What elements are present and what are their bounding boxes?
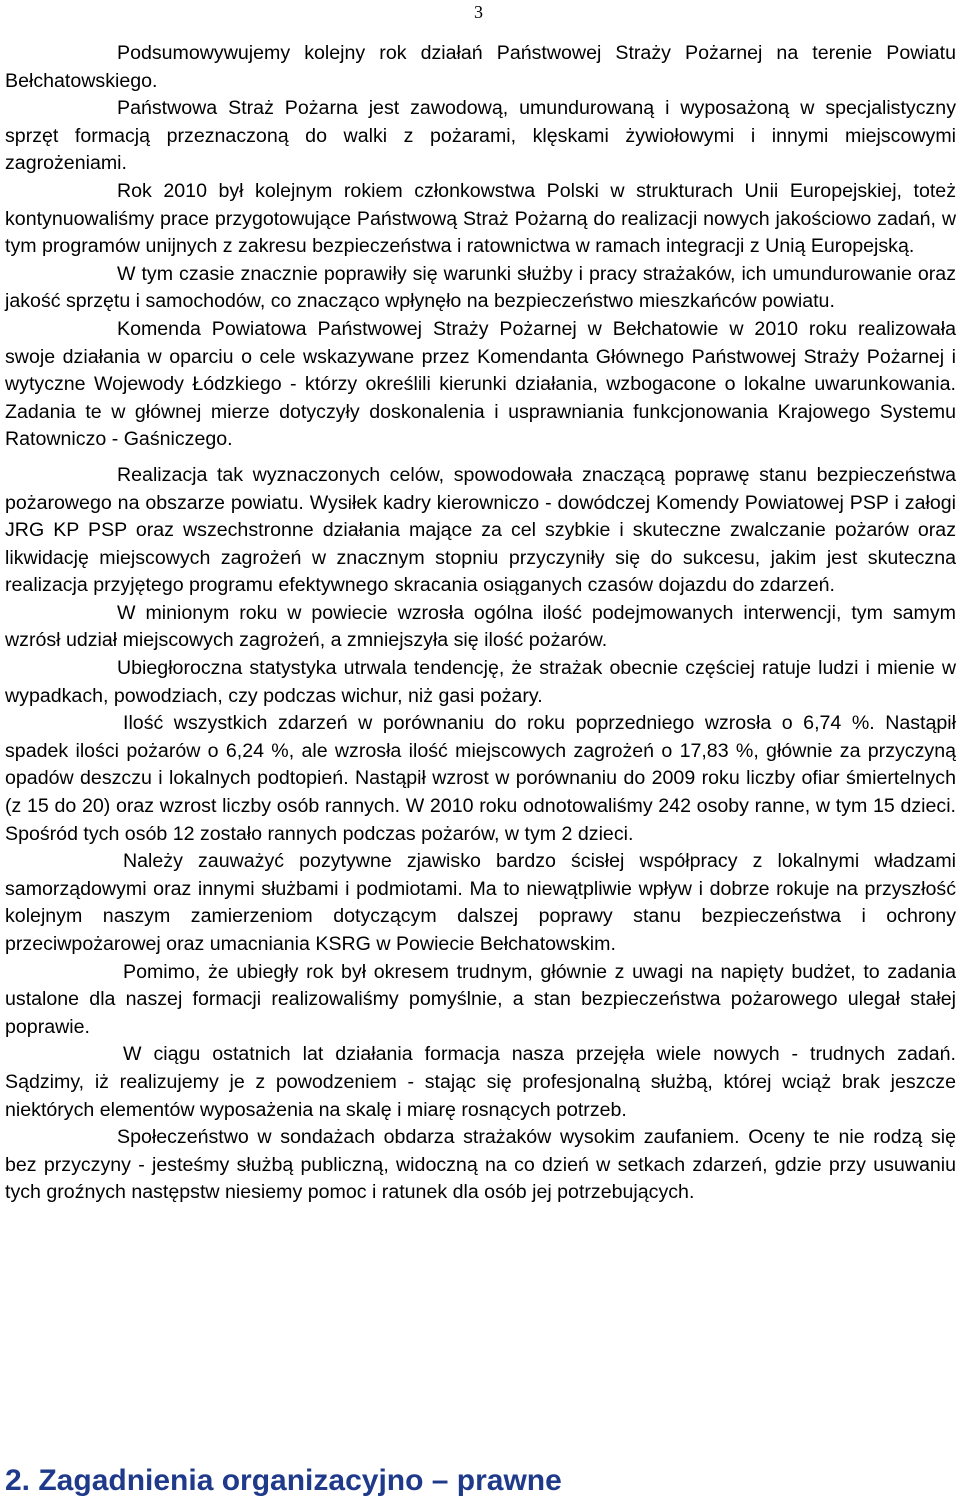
page-number: 3 (474, 2, 483, 22)
paragraph-service-conditions: W tym czasie znacznie poprawiły się warunki służby i pracy strażaków, ich umundurowanie oraz jakość sprzętu i samochodów, co znacząco wpłynęło na bezpieczeństwo mieszkańców powiatu. (5, 262, 956, 313)
paragraph-incident-statistics: Ilość wszystkich zdarzeń w porównaniu do roku poprzedniego wzrosła o 6,74 %. Nastąpił spadek ilości pożarów o 6,24 %, ale wzrosła ilość miejscowych zagrożeń o 17,83 %, głównie za przyczyną opadów deszczu i lokalnych podtopień. Nastąpił wzrost w porównaniu do 2009 roku liczby ofiar śmiertelnych (z 15 do 20) oraz wzrost liczby osób rannych. W 2010 roku odnotowaliśmy 242 osoby ranne, w tym 15 dzieci. Spośród tych osób 12 zostało rannych podczas pożarów, w tym 2 dzieci. (5, 712, 956, 845)
paragraph-summary-intro: Podsumowywujemy kolejny rok działań Państwowej Straży Pożarnej na terenie Powiatu Bełchatowskiego. (5, 42, 956, 92)
paragraph-goals-realization: Realizacja tak wyznaczonych celów, spowodowała znaczącą poprawę stanu bezpieczeństwa pożarowego na obszarze powiatu. Wysiłek kadry kierowniczo - dowódczej Komendy Powiatowej PSP i załogi JRG KP PSP oraz wszechstronne działania mające za cel szybkie i skuteczne zwalczanie pożarów oraz likwidację miejscowych zagrożeń w znacznym stopniu przyczyniły się do sukcesu, jakim jest skuteczna realizacja przyjętego programu efektywnego skracania osiąganych czasów dojazdu do zdarzeń. (5, 463, 956, 597)
paragraph-interventions-growth: W minionym roku w powiecie wzrosła ogólna ilość podejmowanych interwencji, tym samym wzrósł udział miejscowych zagrożeń, a zmniejszyła się ilość pożarów. (5, 601, 956, 652)
paragraph-eu-membership: Rok 2010 był kolejnym rokiem członkowstwa Polski w strukturach Unii Europejskiej, toteż kontynuowaliśmy prace przygotowujące Państwową Straż Pożarną do realizacji nowych jakościowo zadań, w tym programów unijnych z zakresu bezpieczeństwa i ratownictwa w ramach integracji z Unią Europejską. (5, 179, 956, 258)
paragraph-new-tasks: W ciągu ostatnich lat działania formacja nasza przejęła wiele nowych - trudnych zadań. Sądzimy, iż realizujemy je z powodzeniem - stając się profesjonalną służbą, której wciąż brak jeszcze niektórych elementów wyposażenia na skalę i miarę rosnących potrzeb. (5, 1043, 956, 1121)
paragraph-budget-year: Pomimo, że ubiegły rok był okresem trudnym, głównie z uwagi na napięty budżet, to zadania ustalone dla naszej formacji realizowaliśmy pomyślnie, a stan bezpieczeństwa pożarowego ulegał stałej poprawie. (5, 960, 956, 1038)
paragraph-statistics-trend: Ubiegłoroczna statystyka utrwala tendencję, że strażak obecnie częściej ratuje ludzi i mienie w wypadkach, powodziach, czy podczas wichur, niż gasi pożary. (5, 657, 956, 707)
paragraph-local-cooperation: Należy zauważyć pozytywne zjawisko bardzo ścisłej współpracy z lokalnymi władzami samorządowymi oraz innymi służbami i podmiotami. Ma to niewątpliwie wpływ i dobrze rokuje na przyszłość kolejnym naszym zamierzeniom dotyczącym dalszej poprawy stanu bezpieczeństwa i ochrony przeciwpożarowej oraz umacniania KSRG w Powiecie Bełchatowskim. (5, 850, 956, 955)
paragraph-command-activities: Komenda Powiatowa Państwowej Straży Pożarnej w Bełchatowie w 2010 roku realizowała swoje działania w oparciu o cele wskazywane przez Komendanta Głównego Państwowej Straży Pożarnej i wytyczne Wojewody Łódzkiego - którzy określili kierunki działania, wzbogacone o lokalne uwarunkowania. Zadania te w głównej mierze dotyczyły doskonalenia i usprawniania funkcjonowania Krajowego Systemu Ratowniczo - Gaśniczego. (5, 317, 956, 451)
document-body (5, 40, 956, 1207)
paragraph-public-trust: Społeczeństwo w sondażach obdarza strażaków wysokim zaufaniem. Oceny te nie rodzą się bez przyczyny - jesteśmy służbą publiczną, widoczną na co dzień w setkach zdarzeń, gdzie przy usuwaniu tych groźnych następstw niesiemy pomoc i ratunek dla osób jej potrzebujących. (5, 1126, 956, 1204)
paragraph-psp-definition: Państwowa Straż Pożarna jest zawodową, umundurowaną i wyposażoną w specjalistyczny sprzęt formacją przeznaczoną do walki z pożarami, klęskami żywiołowymi i innymi miejscowymi zagrożeniami. (5, 97, 956, 175)
section-heading: 2. Zagadnienia organizacyjno – prawne (5, 1464, 562, 1497)
